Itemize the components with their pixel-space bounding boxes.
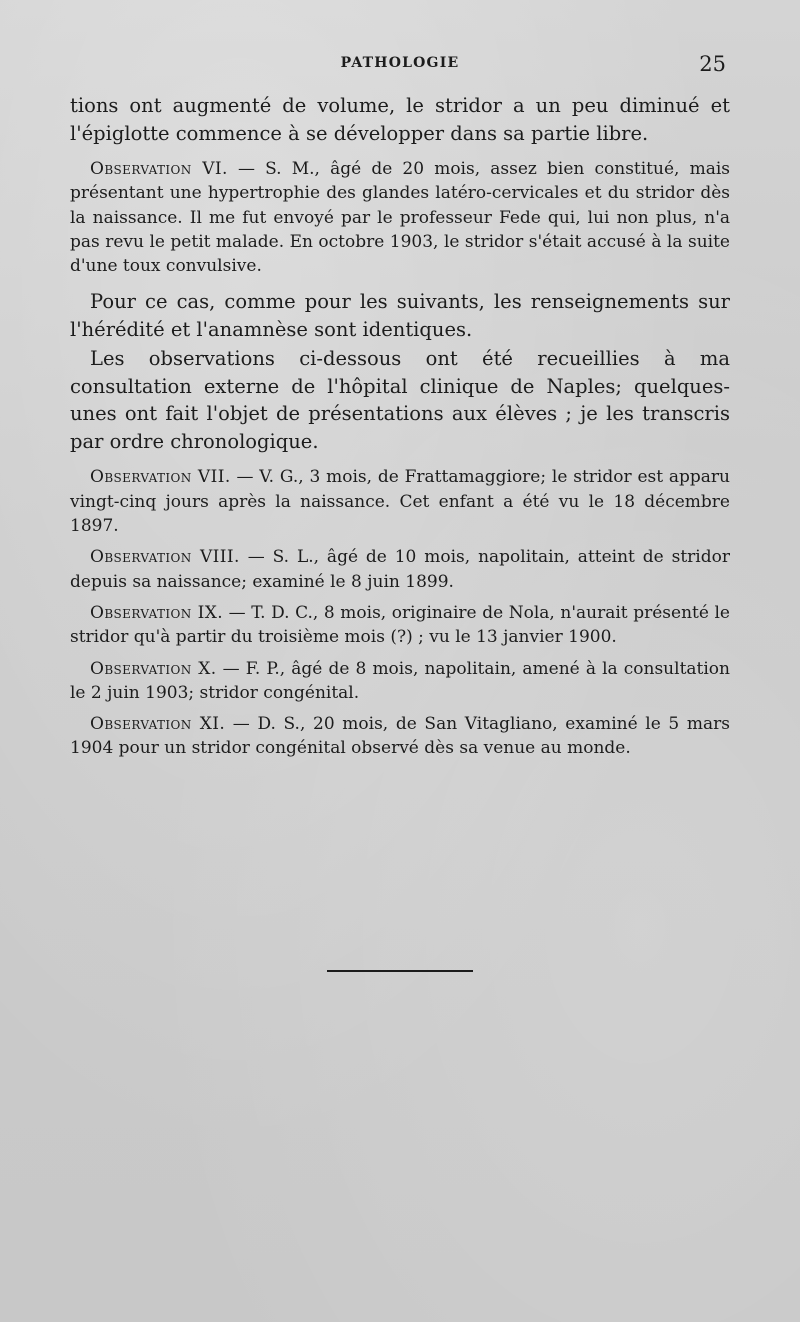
observation-text: — D. S., 20 mois, de San Vitagliano, examiné le 5 mars 1904 pour un stridor congénital observé dès sa venue au monde. <box>70 714 730 759</box>
running-title: PATHOLOGIE <box>340 55 460 71</box>
observation-10 <box>70 657 730 706</box>
paragraph-continuation: tions ont augmenté de volume, le stridor a un peu diminué et l'épiglotte commence à se développer dans sa partie libre. <box>70 94 730 145</box>
section-end-rule <box>327 970 473 972</box>
observation-label: Observation XI. <box>90 714 226 735</box>
page-number: 25 <box>699 52 726 76</box>
observation-label: Observation IX. <box>90 602 224 623</box>
observation-label: Observation VIII. <box>90 547 240 568</box>
paragraph-renseignements: Pour ce cas, comme pour les suivants, les renseignements sur l'hérédité et l'anamnèse sont identiques. <box>70 290 730 341</box>
observation-label: Observation VII. <box>90 467 231 488</box>
observation-6 <box>70 157 730 278</box>
observation-9 <box>70 601 730 650</box>
observation-text: — S. L., âgé de 10 mois, napolitain, atteint de stridor depuis sa naissance; examiné le 8 juin 1899. <box>70 547 730 592</box>
observation-label: Observation VI. <box>90 159 228 179</box>
observation-7 <box>70 465 730 538</box>
observation-8 <box>70 545 730 594</box>
observation-text: — S. M., âgé de 20 mois, assez bien constitué, mais présentant une hypertrophie des glandes latéro-cervicales et du stridor dès la naissance. Il me fut envoyé par le professeur Fede qui, lui non plus, n'a pas revu le petit malade. En octobre 1903, le stridor s'était accusé à la suite d'une toux convulsive. <box>70 159 730 277</box>
observation-text: — V. G., 3 mois, de Frattamaggiore; le stridor est apparu vingt-cinq jours après la naissance. Cet enfant a été vu le 18 décembre 1897. <box>70 467 730 537</box>
paragraph-observations-intro: Les observations ci-dessous ont été recueillies à ma consultation externe de l'hôpital clinique de Naples; quelques-unes ont fait l'objet de présentations aux élèves ; je les transcris par ordre chronologique. <box>70 347 730 453</box>
body-text <box>70 92 730 761</box>
observation-text: — F. P., âgé de 8 mois, napolitain, amené à la consultation le 2 juin 1903; stridor congénital. <box>70 658 730 703</box>
observation-text: — T. D. C., 8 mois, originaire de Nola, n'aurait présenté le stridor qu'à partir du troisième mois (?) ; vu le 13 janvier 1900. <box>70 602 730 648</box>
observation-label: Observation X. <box>90 658 217 679</box>
observation-11 <box>70 712 730 761</box>
running-head <box>70 52 730 76</box>
